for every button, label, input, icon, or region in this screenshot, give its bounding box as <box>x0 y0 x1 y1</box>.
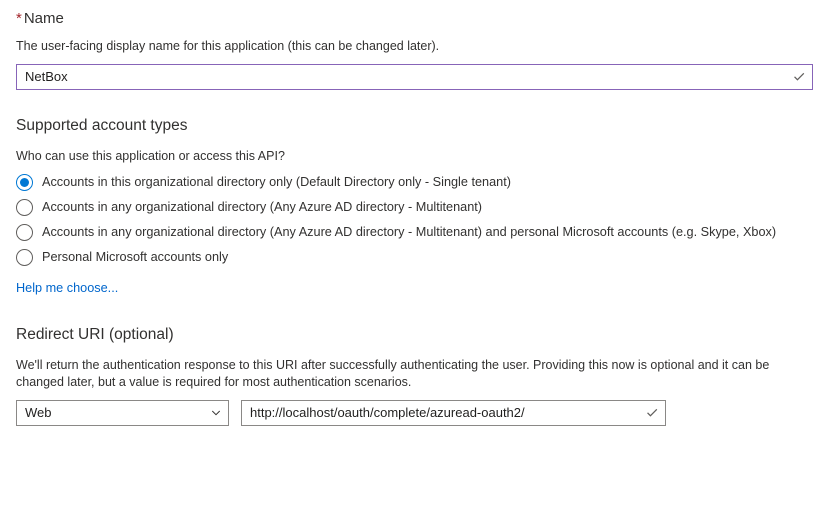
name-input[interactable] <box>16 64 813 90</box>
redirect-uri-value: http://localhost/oauth/complete/azuread-oauth2/ <box>250 405 525 420</box>
redirect-uri-description: We'll return the authentication response to this URI after successfully authenticating the user. Providing this now is optional and it can be changed later, but a value is required for most authentication scenarios. <box>16 358 770 389</box>
radio-button-icon <box>16 199 33 216</box>
radio-multitenant-and-personal[interactable] <box>16 224 813 241</box>
check-icon <box>792 70 806 84</box>
redirect-uri-row <box>16 400 813 426</box>
name-section <box>16 10 813 90</box>
radio-personal-only[interactable] <box>16 249 813 266</box>
account-types-heading: Supported account types <box>16 117 188 134</box>
name-input-value: NetBox <box>25 69 68 84</box>
radio-label: Accounts in any organizational directory (Any Azure AD directory - Multitenant) and personal Microsoft accounts (e.g. Skype, Xbox) <box>42 225 777 239</box>
check-icon <box>645 406 659 420</box>
help-me-choose-link[interactable]: Help me choose... <box>16 281 119 295</box>
radio-single-tenant[interactable] <box>16 174 813 191</box>
redirect-uri-section <box>16 325 813 426</box>
account-types-question: Who can use this application or access this API? <box>16 149 285 163</box>
account-types-radio-group[interactable] <box>16 174 813 266</box>
chevron-down-icon <box>210 407 222 419</box>
radio-multitenant[interactable] <box>16 199 813 216</box>
name-label-text: Name <box>23 10 64 27</box>
radio-label: Personal Microsoft accounts only <box>42 250 229 264</box>
redirect-uri-heading: Redirect URI (optional) <box>16 326 174 343</box>
platform-select-value: Web <box>25 405 52 420</box>
radio-button-icon <box>16 224 33 241</box>
required-marker: * <box>16 10 22 27</box>
name-input-row <box>16 64 813 90</box>
name-description: The user-facing display name for this application (this can be changed later). <box>16 39 440 53</box>
radio-label: Accounts in this organizational directory only (Default Directory only - Single tenant) <box>42 175 511 189</box>
name-label <box>16 10 813 28</box>
radio-button-icon <box>16 249 33 266</box>
radio-button-icon <box>16 174 33 191</box>
radio-label: Accounts in any organizational directory (Any Azure AD directory - Multitenant) <box>42 200 483 214</box>
redirect-uri-input[interactable] <box>241 400 666 426</box>
supported-account-types-section <box>16 116 813 295</box>
platform-select[interactable] <box>16 400 229 426</box>
